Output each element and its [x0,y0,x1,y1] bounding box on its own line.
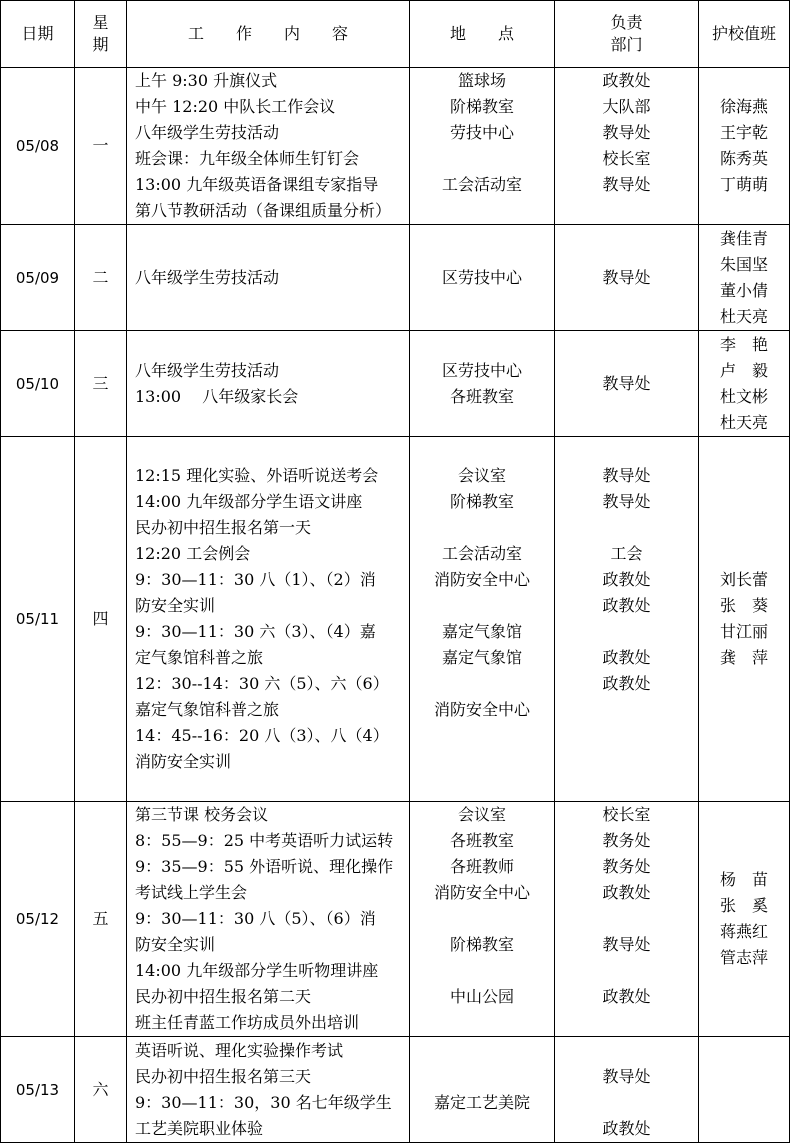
header-dept: 负责 部门 [610,13,643,54]
row-date: 05/13 [15,1080,60,1099]
row-weekday: 四 [92,609,109,628]
row-content: 第三节课 校务会议 8：55—9：25 中考英语听力试运转 9：35—9：55 外语听说、理化操作 考试线上学生会 9：30—11：30 八（5）、（6）消 防安全实训 14:00 九年级部分学生听物理讲座 民办初中招生报名第二天 班主任青蓝工作坊成员外出培训 [135,805,394,1032]
header-duty: 护校值班 [711,24,776,43]
row-date: 05/10 [15,374,60,393]
row-weekday: 六 [92,1079,109,1099]
row-dept: 政教处 大队部 教导处 校长室 教导处 [602,71,651,194]
row-date: 05/08 [15,137,60,155]
header-date: 日期 [21,24,54,43]
row-duty: 杨 苗 张 奚 蒋燕红 管志萍 [719,870,768,967]
row-weekday: 一 [92,136,109,155]
row-dept: 校长室 教务处 教务处 政教处 教导处 政教处 [602,805,651,1006]
row-location: 嘉定工艺美院 [433,1092,530,1112]
header-content: 工 作 内 容 [187,24,348,43]
header-weekday: 星 期 [92,13,109,54]
row-content: 英语听说、理化实验操作考试 民办初中招生报名第三天 9：30—11：30，30 名七年级学生 工艺美院职业体验 [135,1040,392,1138]
row-weekday: 五 [92,909,109,928]
row-content: 12:15 理化实验、外语听说送考会 14:00 九年级部分学生语文讲座 民办初中招生报名第一天 12:20 工会例会 9：30—11：30 八（1）、（2）消 防安全实训 9：30—11：30 六（3）、（4）嘉 定气象馆科普之旅 12：30--14：30 六（5）、六（6） 嘉定气象馆科普之旅 14：45--16：20 八（3）、八（4） 消防安全实训 [135,466,389,771]
header-location: 地 点 [449,24,514,43]
row-location: 会议室 阶梯教室 工会活动室 消防安全中心 嘉定气象馆 嘉定气象馆 消防安全中心 [433,466,530,719]
row-duty [699,1037,789,1142]
row-location: 篮球场 阶梯教室 劳技中心 工会活动室 [441,71,522,194]
row-date: 05/11 [15,610,60,628]
row-location: 会议室 各班教室 各班教师 消防安全中心 阶梯教室 中山公园 [433,805,530,1006]
row-dept: 教导处 教导处 工会 政教处 政教处 政教处 政教处 [602,466,651,693]
row-date: 05/12 [15,910,60,928]
row-content: 八年级学生劳技活动 [135,267,280,287]
row-dept: 教导处 政教处 [602,1066,651,1138]
row-duty: 李 艳 卢 毅 杜文彬 杜天亮 [719,334,768,432]
row-location: 区劳技中心 [441,267,522,287]
row-content: 上午 9:30 升旗仪式 中午 12:20 中队长工作会议 八年级学生劳技活动 班会课：九年级全体师生钉钉会 13:00 九年级英语备课组专家指导 第八节教研活动（备课组质量分析） [135,71,392,220]
row-weekday: 二 [92,267,109,287]
row-duty: 徐海燕 王宇乾 陈秀英 丁萌萌 [719,97,768,194]
row-content: 八年级学生劳技活动 13:00 八年级家长会 [135,360,299,406]
row-dept: 教导处 [602,267,651,287]
row-location: 区劳技中心 各班教室 [441,360,522,406]
row-dept: 教导处 [602,373,651,393]
row-duty: 刘长蕾 张 葵 甘江丽 龚 萍 [719,570,768,667]
row-date: 05/09 [15,268,60,287]
row-duty: 龚佳青 朱国坚 董小倩 杜天亮 [719,228,768,326]
row-weekday: 三 [92,373,109,393]
